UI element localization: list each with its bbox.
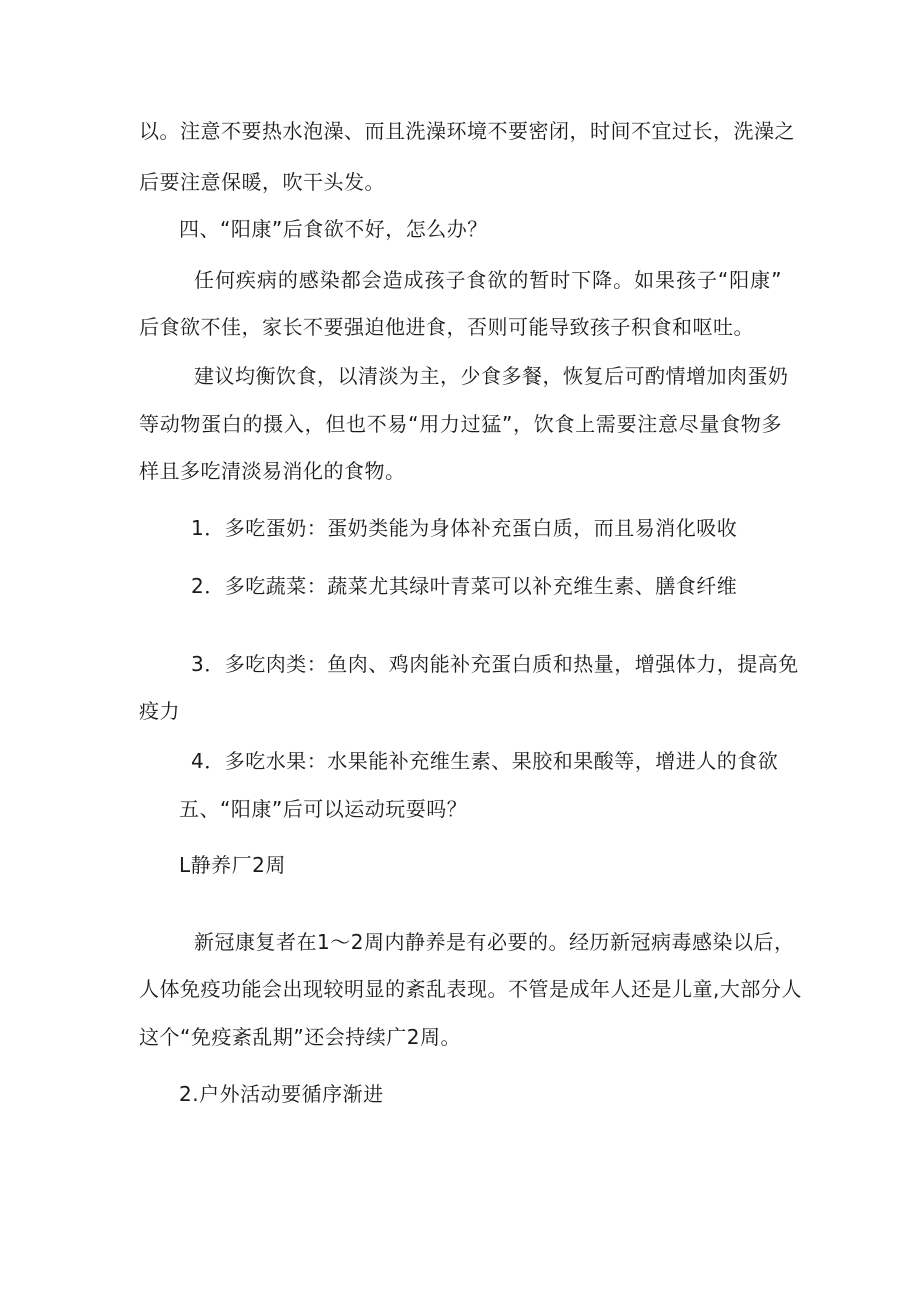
text-line: 人体免疫功能会出现较明显的紊乱表现。不管是成年人还是儿童,大部分人 bbox=[139, 977, 802, 1001]
list-item-fruit: 4．多吃水果：水果能补充维生素、果胶和果酸等，增进人的食欲 bbox=[191, 749, 779, 773]
text-line: 建议均衡饮食，以清淡为主，少食多餐，恢复后可酌情增加肉蛋奶 bbox=[194, 364, 789, 388]
text-line: 等动物蛋白的摄入，但也不易“用力过猛”，饮食上需要注意尽量食物多 bbox=[139, 412, 782, 436]
section-heading-exercise: 五、“阳康”后可以运动玩耍吗？ bbox=[179, 797, 468, 821]
text-line: 样且多吃清淡易消化的食物。 bbox=[139, 459, 406, 483]
text-line: 后要注意保暖，吹干头发。 bbox=[139, 170, 385, 194]
text-line: 新冠康复者在1～2周内静养是有必要的。经历新冠病毒感染以后， bbox=[194, 930, 795, 954]
text-line: 任何疾病的感染都会造成孩子食欲的暂时下降。如果孩子“阳康” bbox=[194, 268, 782, 292]
list-item-vegetables: 2．多吃蔬菜：蔬菜尤其绿叶青菜可以补充维生素、膳食纤维 bbox=[191, 574, 738, 598]
text-line: 这个“免疫紊乱期”还会持续广2周。 bbox=[139, 1025, 461, 1049]
text-line: 后食欲不佳，家长不要强迫他进食，否则可能导致孩子积食和呕吐。 bbox=[139, 315, 754, 339]
subheading-rest: L静养厂2周 bbox=[179, 853, 286, 877]
text-line: 3．多吃肉类：鱼肉、鸡肉能补充蛋白质和热量，增强体力，提高免 bbox=[191, 652, 799, 676]
subheading-outdoor-activity: 2.户外活动要循序渐进 bbox=[179, 1082, 384, 1106]
text-line: 以。注意不要热水泡澡、而且洗澡环境不要密闭，时间不宜过长，洗澡之 bbox=[139, 119, 795, 143]
list-item-eggs-milk: 1．多吃蛋奶：蛋奶类能为身体补充蛋白质，而且易消化吸收 bbox=[191, 516, 738, 540]
text-line: 疫力 bbox=[139, 699, 180, 723]
section-heading-appetite: 四、“阳康”后食欲不好，怎么办？ bbox=[179, 217, 488, 241]
